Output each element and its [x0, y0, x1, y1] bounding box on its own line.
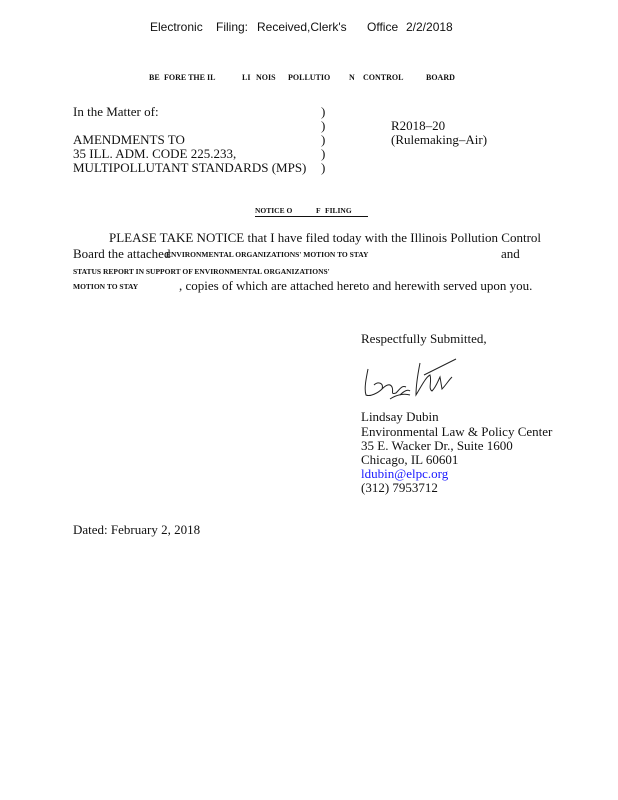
- signer-organization: Environmental Law & Policy Center: [361, 424, 553, 439]
- caption-line: In the Matter of:: [73, 104, 159, 119]
- notice-heading-part2: F: [316, 206, 321, 215]
- docket-type: (Rulemaking–Air): [391, 132, 488, 147]
- title-part3: LI: [242, 73, 251, 82]
- title-part2: FORE THE IL: [164, 73, 216, 82]
- caption-line: AMENDMENTS TO: [73, 132, 185, 147]
- title-part1: BE: [149, 73, 160, 82]
- caption-line: MULTIPOLLUTANT STANDARDS (MPS): [73, 160, 307, 175]
- notice-line3-end: , copies of which are attached hereto and herewith served upon you.: [179, 278, 533, 293]
- caption-paren: ): [321, 118, 326, 133]
- signer-address-line1: 35 E. Wacker Dr., Suite 1600: [361, 438, 513, 453]
- document-title-status-report: STATUS REPORT IN SUPPORT OF ENVIRONMENTAL ORGANIZATIONS': [73, 267, 330, 276]
- header-part2: Filing:: [216, 20, 249, 34]
- signer-address-line2: Chicago, IL 60601: [361, 452, 459, 467]
- header-part1: Electronic: [150, 20, 203, 34]
- docket-number: R2018–20: [391, 118, 446, 133]
- signer-name: Lindsay Dubin: [361, 409, 439, 424]
- document-title-motion-to-stay: MOTION TO STAY: [73, 282, 139, 291]
- title-part6: N: [349, 73, 355, 82]
- header-date: 2/2/2018: [406, 20, 453, 34]
- closing: Respectfully Submitted,: [361, 331, 487, 346]
- title-part8: BOARD: [426, 73, 455, 82]
- caption-paren: ): [321, 160, 326, 175]
- notice-heading-underline: [255, 216, 368, 217]
- notice-heading-part3: FILING: [325, 206, 352, 215]
- notice-heading-part1: NOTICE O: [255, 206, 293, 215]
- title-part4: NOIS: [256, 73, 276, 82]
- caption-paren: ): [321, 132, 326, 147]
- notice-and: and: [501, 246, 520, 261]
- handwritten-signature: [360, 355, 460, 403]
- caption-line: 35 ILL. ADM. CODE 225.233,: [73, 146, 237, 161]
- caption-paren: ): [321, 146, 326, 161]
- header-part4: Office: [367, 20, 399, 34]
- notice-line1: PLEASE TAKE NOTICE that I have filed today with the Illinois Pollution Control: [109, 230, 542, 245]
- document-title-motion: ENVIRONMENTAL ORGANIZATIONS' MOTION TO STAY: [166, 250, 369, 259]
- title-part5: POLLUTIO: [288, 73, 331, 82]
- signer-email-link[interactable]: ldubin@elpc.org: [361, 466, 449, 481]
- title-part7: CONTROL: [363, 73, 404, 82]
- dated-line: Dated: February 2, 2018: [73, 522, 201, 537]
- notice-line2-start: Board the attached: [73, 246, 171, 261]
- caption-paren: ): [321, 104, 326, 119]
- header-part3: Received,Clerk's: [257, 20, 347, 34]
- signer-phone: (312) 7953712: [361, 480, 438, 495]
